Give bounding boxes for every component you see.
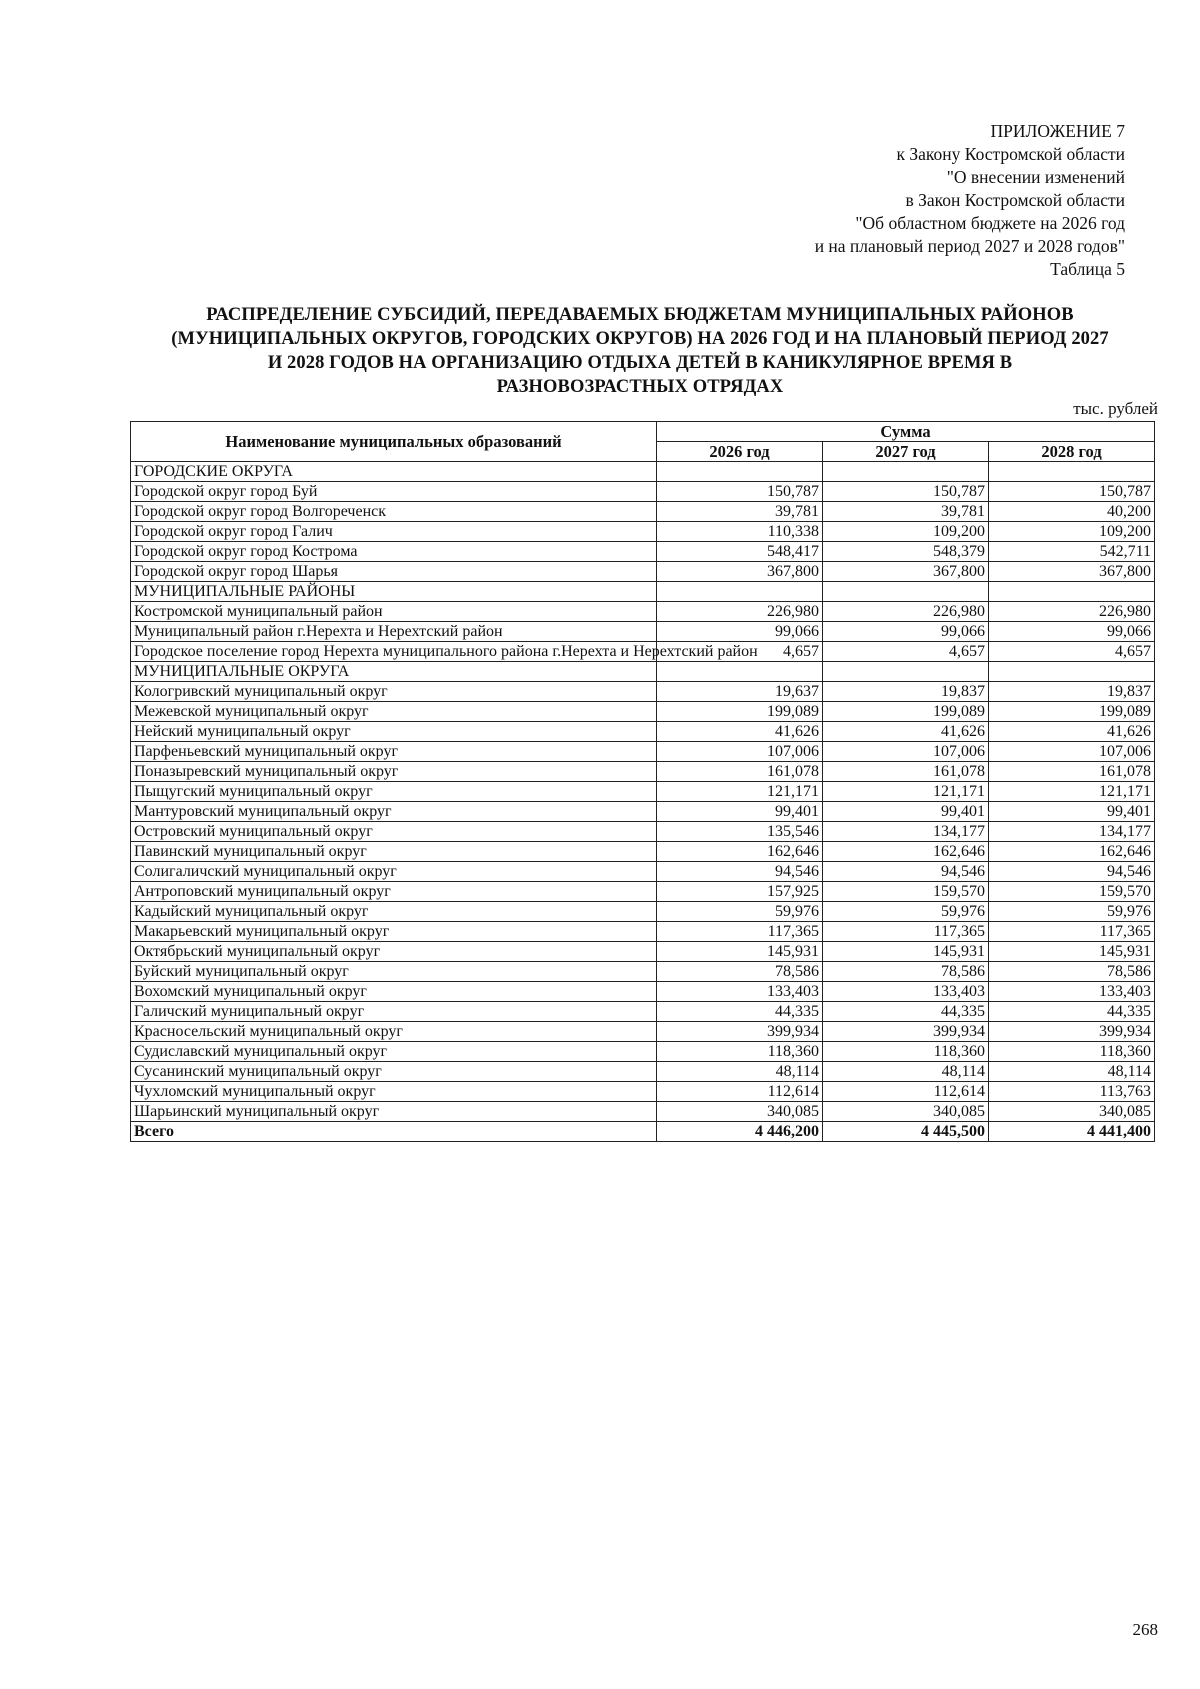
group-label: МУНИЦИПАЛЬНЫЕ ОКРУГА [131,662,657,682]
header-year-2026: 2026 год [657,442,823,462]
table-row [131,1082,1155,1102]
municipality-name: Павинский муниципальный округ [131,842,657,862]
amount-2028: 109,200 [989,522,1155,542]
municipality-name: Пыщугский муниципальный округ [131,782,657,802]
amount-2027: 161,078 [823,762,989,782]
municipality-name: Солигаличский муниципальный округ [131,862,657,882]
appendix-line: и на плановый период 2027 и 2028 годов" [814,236,1125,256]
table-number: Таблица 5 [1050,259,1125,279]
table-row [131,1002,1155,1022]
table-row [131,482,1155,502]
amount-2026: 48,114 [657,1062,823,1082]
amount-2028: 48,114 [989,1062,1155,1082]
amount-2026: 41,626 [657,722,823,742]
appendix-line: "О внесении изменений [946,167,1125,187]
title-line: (МУНИЦИПАЛЬНЫХ ОКРУГОВ, ГОРОДСКИХ ОКРУГОВ) НА 2026 ГОД И НА ПЛАНОВЫЙ ПЕРИОД 2027 [171,329,1109,349]
amount-2028: 367,800 [989,562,1155,582]
amount-2027: 19,837 [823,682,989,702]
municipality-name: Кадыйский муниципальный округ [131,902,657,922]
amount-2027: 48,114 [823,1062,989,1082]
municipality-name: Парфеньевский муниципальный округ [131,742,657,762]
amount-2028: 59,976 [989,902,1155,922]
amount-2027: 109,200 [823,522,989,542]
amount-2026: 19,637 [657,682,823,702]
table-row [131,602,1155,622]
municipality-name: Октябрьский муниципальный округ [131,942,657,962]
amount-2028: 226,980 [989,602,1155,622]
table-row [131,682,1155,702]
amount-2027: 41,626 [823,722,989,742]
amount-2027: 117,365 [823,922,989,942]
empty-cell [823,582,989,602]
group-row [131,662,1155,682]
amount-2026: 150,787 [657,482,823,502]
municipality-name: Антроповский муниципальный округ [131,882,657,902]
amount-2028: 121,171 [989,782,1155,802]
amount-2027: 367,800 [823,562,989,582]
municipality-name: Городской округ город Кострома [131,542,657,562]
page-number: 268 [1132,1620,1158,1639]
table-row [131,1102,1155,1122]
amount-2028: 19,837 [989,682,1155,702]
table-row [131,962,1155,982]
municipality-name: Судиславский муниципальный округ [131,1042,657,1062]
total-2026: 4 446,200 [657,1122,823,1142]
amount-2028: 78,586 [989,962,1155,982]
municipality-name: Городской округ город Шарья [131,562,657,582]
group-label: МУНИЦИПАЛЬНЫЕ РАЙОНЫ [131,582,657,602]
amount-2027: 145,931 [823,942,989,962]
amount-2026: 107,006 [657,742,823,762]
table-row [131,702,1155,722]
amount-2028: 44,335 [989,1002,1155,1022]
amount-2026: 118,360 [657,1042,823,1062]
amount-2027: 133,403 [823,982,989,1002]
amount-2028: 150,787 [989,482,1155,502]
amount-2028: 199,089 [989,702,1155,722]
appendix-header [565,120,1125,281]
amount-2026: 4,657 [657,642,823,662]
municipality-name: Шарьинский муниципальный округ [131,1102,657,1122]
total-2028: 4 441,400 [989,1122,1155,1142]
amount-2028: 41,626 [989,722,1155,742]
table-row [131,622,1155,642]
municipality-name: Костромской муниципальный район [131,602,657,622]
amount-2026: 99,401 [657,802,823,822]
amount-2028: 117,365 [989,922,1155,942]
amount-2027: 99,401 [823,802,989,822]
amount-2027: 39,781 [823,502,989,522]
table-row [131,882,1155,902]
municipality-name: Галичский муниципальный округ [131,1002,657,1022]
amount-2026: 157,925 [657,882,823,902]
amount-2028: 4,657 [989,642,1155,662]
appendix-line: в Закон Костромской области [905,190,1125,210]
table-row [131,922,1155,942]
amount-2027: 94,546 [823,862,989,882]
amount-2026: 99,066 [657,622,823,642]
municipality-name: Буйский муниципальный округ [131,962,657,982]
header-sum: Сумма [657,422,1155,442]
total-2027: 4 445,500 [823,1122,989,1142]
amount-2027: 121,171 [823,782,989,802]
amount-2026: 94,546 [657,862,823,882]
title-line: РАСПРЕДЕЛЕНИЕ СУБСИДИЙ, ПЕРЕДАВАЕМЫХ БЮДЖЕТАМ МУНИЦИПАЛЬНЫХ РАЙОНОВ [206,305,1074,325]
group-row [131,462,1155,482]
table-row [131,742,1155,762]
amount-2028: 145,931 [989,942,1155,962]
amount-2026: 121,171 [657,782,823,802]
empty-cell [657,462,823,482]
table-row [131,762,1155,782]
table-row [131,902,1155,922]
municipality-name: Городской округ город Волгореченск [131,502,657,522]
amount-2028: 99,066 [989,622,1155,642]
table-row [131,642,1155,662]
header-year-2027: 2027 год [823,442,989,462]
table-row [131,1022,1155,1042]
amount-2026: 162,646 [657,842,823,862]
empty-cell [657,582,823,602]
amount-2027: 78,586 [823,962,989,982]
amount-2028: 161,078 [989,762,1155,782]
amount-2026: 340,085 [657,1102,823,1122]
municipality-name: Городской округ город Буй [131,482,657,502]
municipality-name: Мантуровский муниципальный округ [131,802,657,822]
amount-2026: 548,417 [657,542,823,562]
municipality-name: Поназыревский муниципальный округ [131,762,657,782]
empty-cell [989,582,1155,602]
total-label: Всего [131,1122,657,1142]
amount-2026: 135,546 [657,822,823,842]
table-row [131,1062,1155,1082]
appendix-line: к Закону Костромской области [896,144,1125,164]
table-row [131,982,1155,1002]
amount-2027: 134,177 [823,822,989,842]
appendix-line: "Об областном бюджете на 2026 год [855,213,1125,233]
table-row [131,502,1155,522]
amount-2026: 145,931 [657,942,823,962]
subsidy-table [130,421,1155,1142]
table-row [131,782,1155,802]
amount-2027: 59,976 [823,902,989,922]
amount-2026: 112,614 [657,1082,823,1102]
table-row [131,542,1155,562]
amount-2027: 399,934 [823,1022,989,1042]
empty-cell [823,462,989,482]
unit-label: тыс. рублей [1073,399,1158,418]
amount-2027: 44,335 [823,1002,989,1022]
table-row [131,722,1155,742]
amount-2027: 548,379 [823,542,989,562]
empty-cell [989,662,1155,682]
header-year-2028: 2028 год [989,442,1155,462]
municipality-name: Нейский муниципальный округ [131,722,657,742]
amount-2028: 542,711 [989,542,1155,562]
amount-2026: 110,338 [657,522,823,542]
amount-2028: 399,934 [989,1022,1155,1042]
table-row [131,562,1155,582]
amount-2027: 199,089 [823,702,989,722]
amount-2027: 150,787 [823,482,989,502]
amount-2027: 162,646 [823,842,989,862]
amount-2028: 134,177 [989,822,1155,842]
amount-2027: 4,657 [823,642,989,662]
table-row [131,522,1155,542]
amount-2026: 39,781 [657,502,823,522]
amount-2027: 112,614 [823,1082,989,1102]
amount-2028: 107,006 [989,742,1155,762]
amount-2027: 118,360 [823,1042,989,1062]
amount-2027: 99,066 [823,622,989,642]
municipality-name: Муниципальный район г.Нерехта и Нерехтский район [131,622,657,642]
table-row [131,822,1155,842]
document-title [120,303,1160,399]
amount-2028: 133,403 [989,982,1155,1002]
amount-2026: 78,586 [657,962,823,982]
municipality-name: Кологривский муниципальный округ [131,682,657,702]
amount-2027: 226,980 [823,602,989,622]
amount-2027: 159,570 [823,882,989,902]
amount-2026: 226,980 [657,602,823,622]
amount-2028: 40,200 [989,502,1155,522]
title-line: РАЗНОВОЗРАСТНЫХ ОТРЯДАХ [496,377,784,397]
municipality-name: Городской округ город Галич [131,522,657,542]
title-line: И 2028 ГОДОВ НА ОРГАНИЗАЦИЮ ОТДЫХА ДЕТЕЙ В КАНИКУЛЯРНОЕ ВРЕМЯ В [267,353,1013,373]
municipality-name: Вохомский муниципальный округ [131,982,657,1002]
table-body [131,462,1155,1142]
empty-cell [657,662,823,682]
amount-2026: 199,089 [657,702,823,722]
amount-2028: 118,360 [989,1042,1155,1062]
amount-2028: 113,763 [989,1082,1155,1102]
amount-2028: 94,546 [989,862,1155,882]
table-row [131,1042,1155,1062]
table-row [131,842,1155,862]
amount-2026: 44,335 [657,1002,823,1022]
table-row [131,942,1155,962]
amount-2028: 340,085 [989,1102,1155,1122]
amount-2026: 59,976 [657,902,823,922]
amount-2026: 133,403 [657,982,823,1002]
table-row [131,862,1155,882]
table-row [131,802,1155,822]
amount-2028: 99,401 [989,802,1155,822]
appendix-line: ПРИЛОЖЕНИЕ 7 [990,121,1125,141]
amount-2028: 159,570 [989,882,1155,902]
municipality-name: Межевской муниципальный округ [131,702,657,722]
municipality-name: Чухломский муниципальный округ [131,1082,657,1102]
amount-2026: 161,078 [657,762,823,782]
municipality-name: Островский муниципальный округ [131,822,657,842]
amount-2027: 107,006 [823,742,989,762]
municipality-name: Красносельский муниципальный округ [131,1022,657,1042]
municipality-name: Макарьевский муниципальный округ [131,922,657,942]
empty-cell [989,462,1155,482]
municipality-name: Сусанинский муниципальный округ [131,1062,657,1082]
municipality-name: Городское поселение город Нерехта муниципального района г.Нерехта и Нерехтский район [131,642,657,662]
group-row [131,582,1155,602]
amount-2026: 117,365 [657,922,823,942]
amount-2026: 399,934 [657,1022,823,1042]
total-row [131,1122,1155,1142]
amount-2026: 367,800 [657,562,823,582]
empty-cell [823,662,989,682]
header-name: Наименование муниципальных образований [131,422,657,462]
amount-2027: 340,085 [823,1102,989,1122]
amount-2028: 162,646 [989,842,1155,862]
group-label: ГОРОДСКИЕ ОКРУГА [131,462,657,482]
